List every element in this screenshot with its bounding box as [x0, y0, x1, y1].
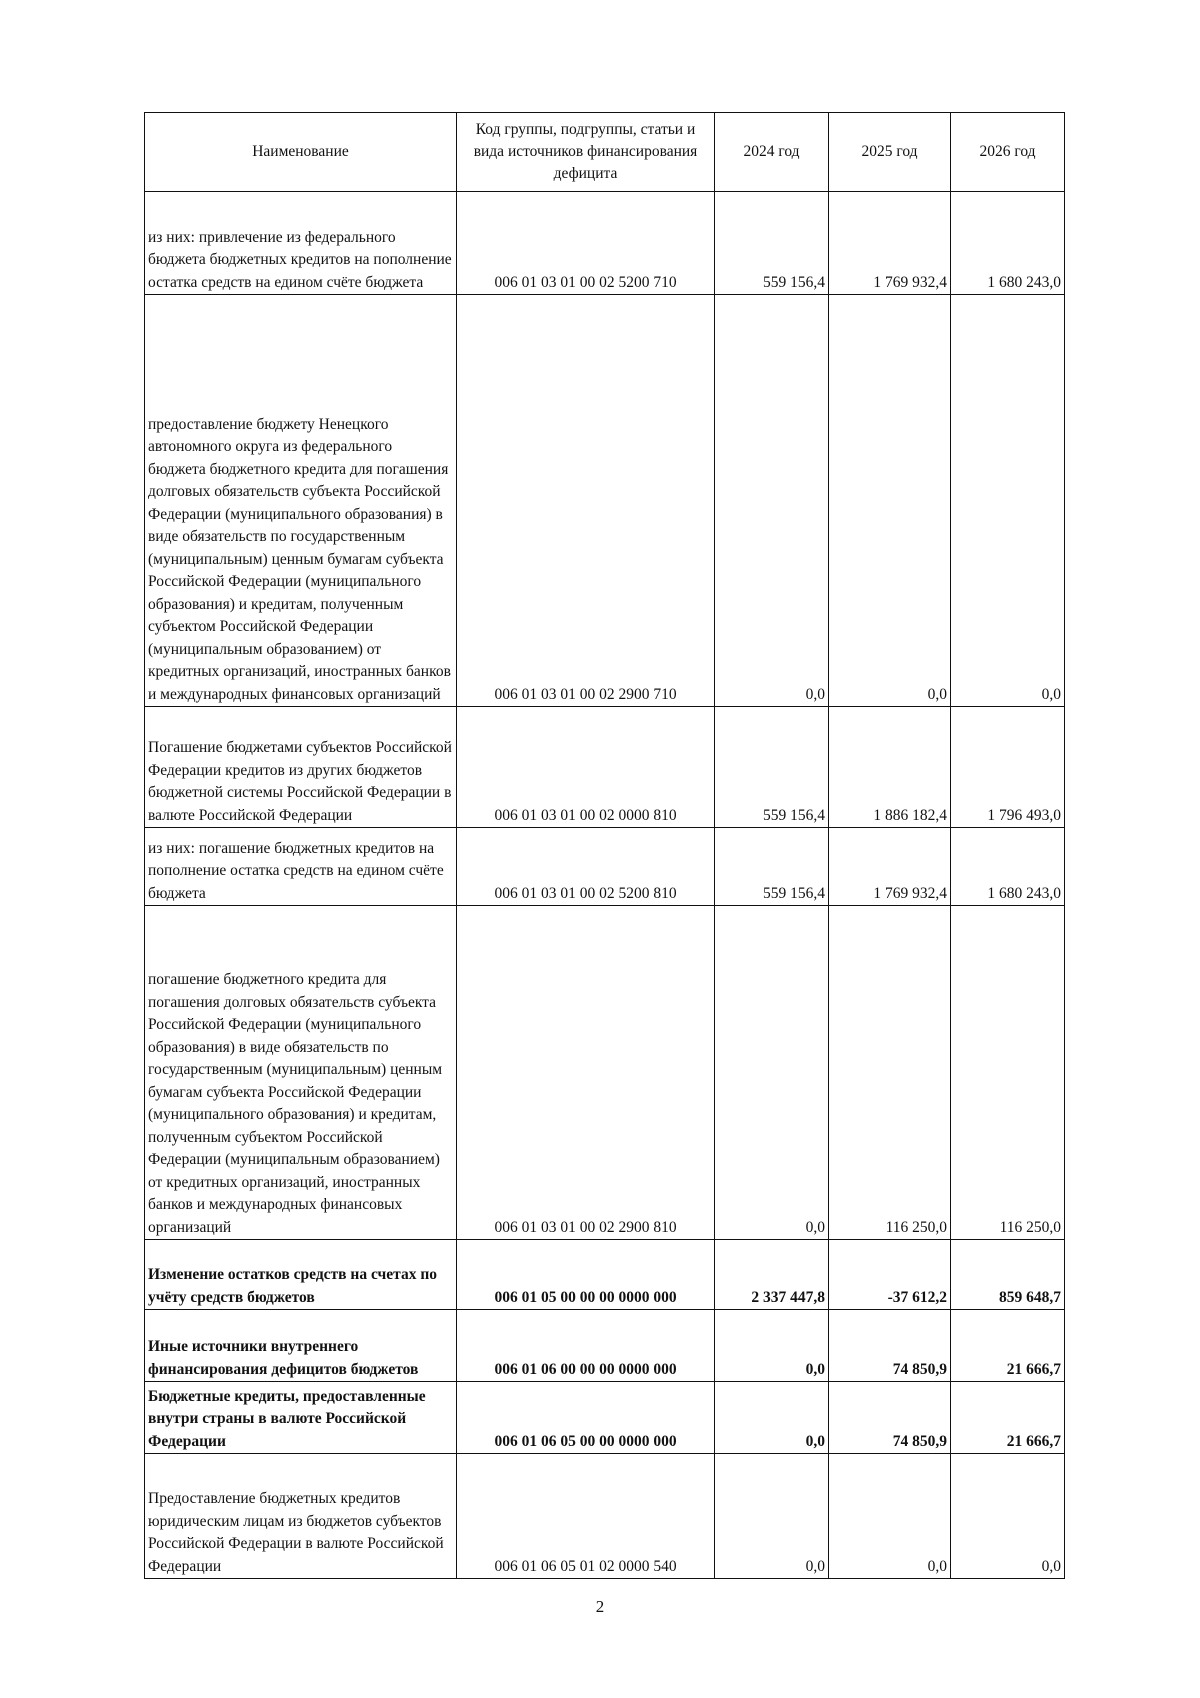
row-value-2025: 74 850,9 [829, 1310, 951, 1382]
table-row [145, 906, 1065, 1240]
row-value-2025: 1 769 932,4 [829, 192, 951, 295]
row-name: Бюджетные кредиты, предоставленные внутри страны в валюте Российской Федерации [145, 1382, 457, 1454]
budget-table [144, 112, 1065, 1579]
row-code: 006 01 03 01 00 02 5200 710 [457, 192, 715, 295]
row-value-2026: 1 680 243,0 [951, 192, 1065, 295]
row-value-2025: 0,0 [829, 1454, 951, 1579]
row-name: Предоставление бюджетных кредитов юридическим лицам из бюджетов субъектов Российской Федерации в валюте Российской Федерации [145, 1454, 457, 1579]
row-value-2026: 0,0 [951, 1454, 1065, 1579]
table-row [145, 828, 1065, 906]
row-value-2025: 0,0 [829, 295, 951, 707]
row-value-2024: 559 156,4 [715, 828, 829, 906]
row-name: из них: привлечение из федерального бюджета бюджетных кредитов на пополнение остатка средств на едином счёте бюджета [145, 192, 457, 295]
row-code: 006 01 03 01 00 02 0000 810 [457, 707, 715, 828]
row-code: 006 01 03 01 00 02 2900 710 [457, 295, 715, 707]
table-row [145, 1240, 1065, 1310]
row-value-2024: 2 337 447,8 [715, 1240, 829, 1310]
row-value-2026: 859 648,7 [951, 1240, 1065, 1310]
row-value-2024: 0,0 [715, 906, 829, 1240]
row-value-2025: 1 769 932,4 [829, 828, 951, 906]
header-code: Код группы, подгруппы, статьи и вида источников финансирования дефицита [457, 113, 715, 192]
table-row [145, 1454, 1065, 1579]
table-row [145, 1310, 1065, 1382]
row-value-2024: 0,0 [715, 295, 829, 707]
header-name: Наименование [145, 113, 457, 192]
row-value-2024: 0,0 [715, 1310, 829, 1382]
table-row [145, 707, 1065, 828]
row-value-2024: 559 156,4 [715, 707, 829, 828]
row-name: Погашение бюджетами субъектов Российской Федерации кредитов из других бюджетов бюджетной системы Российской Федерации в валюте Российской Федерации [145, 707, 457, 828]
row-code: 006 01 03 01 00 02 5200 810 [457, 828, 715, 906]
row-value-2026: 21 666,7 [951, 1382, 1065, 1454]
table-row [145, 192, 1065, 295]
row-name: Изменение остатков средств на счетах по учёту средств бюджетов [145, 1240, 457, 1310]
row-value-2026: 0,0 [951, 295, 1065, 707]
row-name: из них: погашение бюджетных кредитов на пополнение остатка средств на едином счёте бюджета [145, 828, 457, 906]
page-number: 2 [595, 1597, 605, 1616]
header-2026: 2026 год [951, 113, 1065, 192]
row-code: 006 01 05 00 00 00 0000 000 [457, 1240, 715, 1310]
row-value-2026: 1 796 493,0 [951, 707, 1065, 828]
row-value-2024: 0,0 [715, 1454, 829, 1579]
header-2025: 2025 год [829, 113, 951, 192]
row-name: погашение бюджетного кредита для погашения долговых обязательств субъекта Российской Федерации (муниципального образования) в виде обязательств по государственным (муниципальным) ценным бумагам субъекта Российской Федерации (муниципального образования) и кредитам, полученным субъектом Российской Федерации (муниципальным образованием) от кредитных организаций, иностранных банков и международных финансовых организаций [145, 906, 457, 1240]
row-value-2025: -37 612,2 [829, 1240, 951, 1310]
row-value-2024: 559 156,4 [715, 192, 829, 295]
row-value-2026: 1 680 243,0 [951, 828, 1065, 906]
row-code: 006 01 03 01 00 02 2900 810 [457, 906, 715, 1240]
row-value-2024: 0,0 [715, 1382, 829, 1454]
table-header-row [145, 113, 1065, 192]
row-value-2026: 21 666,7 [951, 1310, 1065, 1382]
row-value-2025: 74 850,9 [829, 1382, 951, 1454]
table-row [145, 295, 1065, 707]
row-code: 006 01 06 00 00 00 0000 000 [457, 1310, 715, 1382]
row-value-2025: 1 886 182,4 [829, 707, 951, 828]
header-2024: 2024 год [715, 113, 829, 192]
row-code: 006 01 06 05 00 00 0000 000 [457, 1382, 715, 1454]
row-name: Иные источники внутреннего финансирования дефицитов бюджетов [145, 1310, 457, 1382]
row-value-2025: 116 250,0 [829, 906, 951, 1240]
row-name: предоставление бюджету Ненецкого автономного округа из федерального бюджета бюджетного кредита для погашения долговых обязательств субъекта Российской Федерации (муниципального образования) в виде обязательств по государственным (муниципальным) ценным бумагам субъекта Российской Федерации (муниципального образования) и кредитам, полученным субъектом Российской Федерации (муниципальным образованием) от кредитных организаций, иностранных банков и международных финансовых организаций [145, 295, 457, 707]
table-row [145, 1382, 1065, 1454]
row-value-2026: 116 250,0 [951, 906, 1065, 1240]
row-code: 006 01 06 05 01 02 0000 540 [457, 1454, 715, 1579]
